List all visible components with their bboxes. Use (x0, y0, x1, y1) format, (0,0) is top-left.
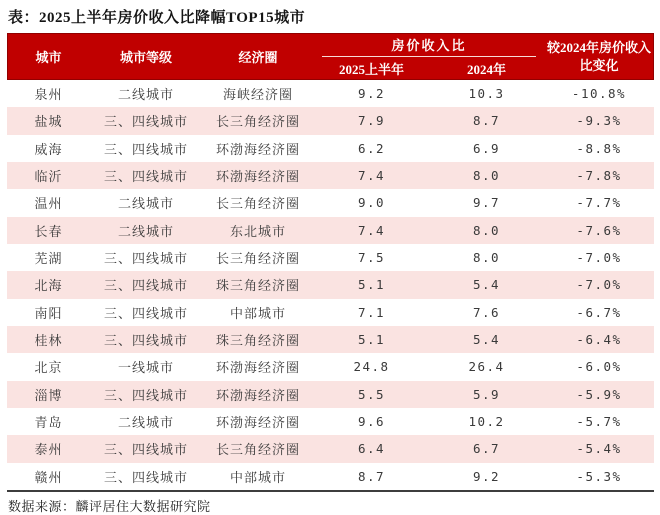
cell-region: 中部城市 (229, 305, 286, 321)
cell-tier: 三、四线城市 (103, 169, 188, 185)
cell-city: 泰州 (34, 442, 63, 458)
table-row (7, 463, 654, 490)
cell-2025h1: 24.8 (353, 359, 390, 375)
cell-2025h1: 7.9 (357, 113, 386, 129)
cell-tier: 三、四线城市 (103, 333, 188, 349)
source-note: 数据来源：麟评居住大数据研究院 (8, 499, 211, 514)
data-table (7, 33, 654, 492)
cell-tier: 三、四线城市 (103, 251, 188, 267)
cell-tier: 三、四线城市 (103, 305, 188, 321)
cell-city: 淄博 (34, 387, 63, 403)
cell-city: 泉州 (34, 87, 63, 103)
cell-city: 桂林 (34, 333, 63, 349)
cell-2024: 8.7 (472, 113, 501, 129)
cell-region: 环渤海经济圈 (215, 360, 300, 376)
cell-change: -5.3% (576, 468, 622, 484)
table-row (7, 162, 654, 189)
cell-city: 赣州 (34, 469, 63, 485)
cell-2024: 6.9 (472, 140, 501, 156)
cell-2024: 26.4 (468, 359, 505, 375)
table-row (7, 217, 654, 244)
cell-city: 北海 (34, 278, 63, 294)
cell-change: -7.7% (576, 195, 622, 211)
cell-2025h1: 7.4 (357, 168, 386, 184)
cell-2024: 8.0 (472, 222, 501, 238)
cell-region: 东北城市 (229, 223, 286, 239)
cell-region: 环渤海经济圈 (215, 387, 300, 403)
cell-2024: 9.7 (472, 195, 501, 211)
cell-2025h1: 9.2 (357, 86, 386, 102)
cell-city: 临沂 (34, 169, 63, 185)
cell-change: -5.4% (576, 441, 622, 457)
cell-2025h1: 5.1 (357, 332, 386, 348)
cell-change: -6.4% (576, 332, 622, 348)
cell-city: 南阳 (34, 305, 63, 321)
cell-tier: 二线城市 (117, 223, 174, 239)
cell-2025h1: 9.6 (357, 414, 386, 430)
cell-change: -5.7% (576, 414, 622, 430)
cell-region: 海峡经济圈 (222, 87, 293, 103)
table-body (7, 80, 654, 492)
figure-title: 表：2025上半年房价收入比降幅TOP15城市 (8, 10, 306, 26)
cell-change: -7.0% (576, 277, 622, 293)
cell-region: 长三角经济圈 (215, 442, 300, 458)
cell-region: 长三角经济圈 (215, 251, 300, 267)
cell-2025h1: 8.7 (357, 468, 386, 484)
cell-change: -6.0% (576, 359, 622, 375)
cell-2024: 8.0 (472, 168, 501, 184)
col-header-tier: 城市等级 (119, 50, 172, 65)
table-row (7, 271, 654, 298)
cell-region: 环渤海经济圈 (215, 141, 300, 157)
cell-city: 盐城 (34, 114, 63, 130)
cell-2024: 8.0 (472, 250, 501, 266)
cell-2025h1: 9.0 (357, 195, 386, 211)
cell-2025h1: 6.2 (357, 140, 386, 156)
cell-2025h1: 5.5 (357, 386, 386, 402)
cell-change: -8.8% (576, 140, 622, 156)
cell-tier: 三、四线城市 (103, 442, 188, 458)
col-header-region: 经济圈 (238, 50, 278, 65)
col-header-change (544, 33, 654, 80)
cell-2025h1: 7.5 (357, 250, 386, 266)
cell-change: -10.8% (571, 86, 627, 102)
table-row (7, 107, 654, 134)
cell-region: 环渤海经济圈 (215, 415, 300, 431)
cell-2025h1: 6.4 (357, 441, 386, 457)
table-row (7, 381, 654, 408)
cell-city: 长春 (34, 223, 63, 239)
cell-tier: 二线城市 (117, 196, 174, 212)
cell-tier: 二线城市 (117, 87, 174, 103)
table-row (7, 135, 654, 162)
cell-2024: 10.3 (468, 86, 505, 102)
cell-change: -6.7% (576, 304, 622, 320)
table-row (7, 408, 654, 435)
cell-2025h1: 7.4 (357, 222, 386, 238)
cell-city: 青岛 (34, 415, 63, 431)
cell-change: -9.3% (576, 113, 622, 129)
col-group-price-income-ratio (314, 33, 544, 80)
cell-2024: 5.4 (472, 332, 501, 348)
group-subheaders (314, 57, 544, 79)
cell-city: 温州 (34, 196, 63, 212)
cell-region: 长三角经济圈 (215, 196, 300, 212)
cell-tier: 二线城市 (117, 415, 174, 431)
cell-2024: 5.9 (472, 386, 501, 402)
col-header-2024: 2024年 (466, 61, 506, 77)
cell-city: 北京 (34, 360, 63, 376)
cell-2024: 7.6 (472, 304, 501, 320)
cell-2024: 6.7 (472, 441, 501, 457)
cell-tier: 三、四线城市 (103, 469, 188, 485)
table-row (7, 435, 654, 462)
cell-region: 长三角经济圈 (215, 114, 300, 130)
cell-region: 中部城市 (229, 469, 286, 485)
cell-tier: 三、四线城市 (103, 141, 188, 157)
cell-change: -5.9% (576, 386, 622, 402)
cell-2025h1: 7.1 (357, 304, 386, 320)
cell-change: -7.6% (576, 222, 622, 238)
cell-tier: 三、四线城市 (103, 278, 188, 294)
table-row (7, 244, 654, 271)
group-header-label: 房价收入比 (391, 38, 467, 53)
cell-city: 威海 (34, 141, 63, 157)
cell-2024: 10.2 (468, 414, 505, 430)
cell-2024: 9.2 (472, 468, 501, 484)
cell-tier: 三、四线城市 (103, 114, 188, 130)
table-row (7, 189, 654, 216)
cell-change: -7.8% (576, 168, 622, 184)
cell-2025h1: 5.1 (357, 277, 386, 293)
cell-tier: 三、四线城市 (103, 387, 188, 403)
table-row (7, 299, 654, 326)
cell-change: -7.0% (576, 250, 622, 266)
table-row (7, 80, 654, 107)
table-row (7, 353, 654, 380)
cell-city: 芜湖 (34, 251, 63, 267)
cell-region: 珠三角经济圈 (215, 333, 300, 349)
col-header-change-line2: 比变化 (579, 57, 619, 73)
cell-region: 珠三角经济圈 (215, 278, 300, 294)
table-row (7, 326, 654, 353)
table-header (7, 33, 654, 80)
col-header-city: 城市 (35, 50, 62, 65)
col-header-2025h1: 2025上半年 (338, 61, 404, 77)
cell-tier: 一线城市 (117, 360, 174, 376)
col-header-change-line1: 较2024年房价收入 (546, 39, 651, 55)
cell-2024: 5.4 (472, 277, 501, 293)
cell-region: 环渤海经济圈 (215, 169, 300, 185)
